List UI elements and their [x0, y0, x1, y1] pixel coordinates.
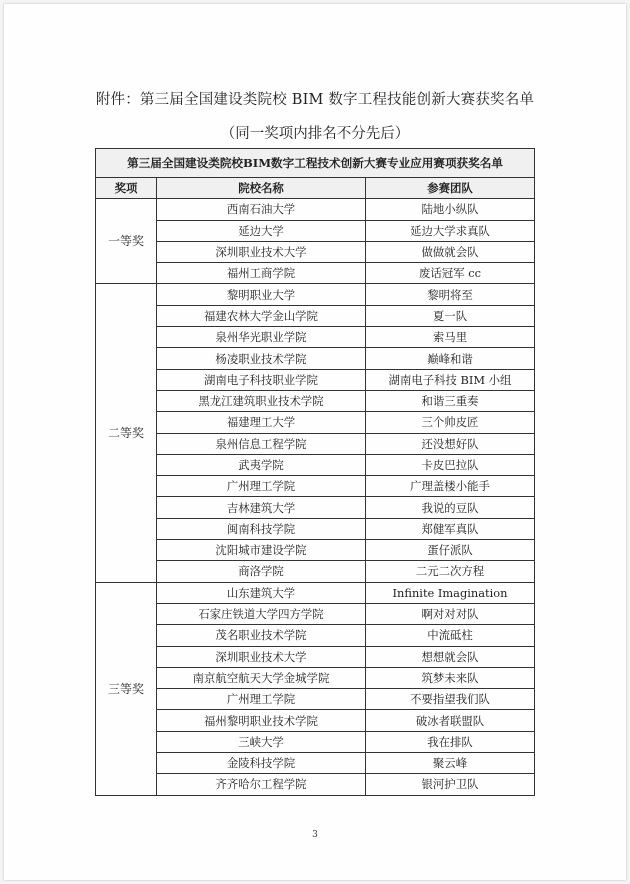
table-row: [96, 753, 535, 774]
table-row: [96, 305, 535, 326]
school-cell: 延边大学: [157, 220, 366, 241]
team-cell: 中流砥柱: [366, 625, 535, 646]
team-cell: 延边大学求真队: [366, 220, 535, 241]
awards-table-body: [96, 199, 535, 795]
table-row: [96, 646, 535, 667]
team-cell: 湖南电子科技 BIM 小组: [366, 369, 535, 390]
table-row: [96, 327, 535, 348]
table-row: [96, 582, 535, 603]
page-subtitle: （同一奖项内排名不分先后）: [220, 126, 410, 142]
school-cell: 杨凌职业技术学院: [157, 348, 366, 369]
school-cell: 黑龙江建筑职业技术学院: [157, 390, 366, 411]
school-cell: 南京航空航天大学金城学院: [157, 667, 366, 688]
table-row: [96, 667, 535, 688]
table-row: [96, 603, 535, 624]
school-cell: 茂名职业技术学院: [157, 625, 366, 646]
school-cell: 沈阳城市建设学院: [157, 540, 366, 561]
school-cell: 福州工商学院: [157, 263, 366, 284]
school-cell: 泉州华光职业学院: [157, 327, 366, 348]
school-cell: 金陵科技学院: [157, 753, 366, 774]
table-row: [96, 241, 535, 262]
team-cell: 索马里: [366, 327, 535, 348]
table-row: [96, 518, 535, 539]
team-cell: 二元二次方程: [366, 561, 535, 582]
table-row: [96, 774, 535, 795]
school-cell: 湖南电子科技职业学院: [157, 369, 366, 390]
table-row: [96, 433, 535, 454]
school-cell: 闽南科技学院: [157, 518, 366, 539]
table-row: [96, 497, 535, 518]
team-cell: 做做就会队: [366, 241, 535, 262]
team-cell: 想想就会队: [366, 646, 535, 667]
school-cell: 福州黎明职业技术学院: [157, 710, 366, 731]
team-cell: 三个帅皮匠: [366, 412, 535, 433]
team-cell: 陆地小纵队: [366, 199, 535, 220]
team-cell: 巅峰和谐: [366, 348, 535, 369]
table-row: [96, 454, 535, 475]
table-row: [96, 561, 535, 582]
school-cell: 山东建筑大学: [157, 582, 366, 603]
award-level-cell: 三等奖: [96, 582, 157, 795]
table-header-row: [96, 178, 535, 199]
school-cell: 石家庄铁道大学四方学院: [157, 603, 366, 624]
team-cell: 蛋仔派队: [366, 540, 535, 561]
school-cell: 武夷学院: [157, 454, 366, 475]
table-row: [96, 625, 535, 646]
page-title: 附件：第三届全国建设类院校 BIM 数字工程技能创新大赛获奖名单: [95, 92, 535, 108]
header-award: 奖项: [96, 178, 157, 199]
team-cell: 啊对对对队: [366, 603, 535, 624]
team-cell: 我在排队: [366, 731, 535, 752]
team-cell: 废话冠军 cc: [366, 263, 535, 284]
school-cell: 深圳职业技术大学: [157, 646, 366, 667]
school-cell: 福建理工大学: [157, 412, 366, 433]
team-cell: Infinite Imagination: [366, 582, 535, 603]
awards-table: [95, 148, 535, 796]
school-cell: 福建农林大学金山学院: [157, 305, 366, 326]
team-cell: 不要指望我们队: [366, 689, 535, 710]
school-cell: 泉州信息工程学院: [157, 433, 366, 454]
school-cell: 深圳职业技术大学: [157, 241, 366, 262]
table-caption-row: [96, 149, 535, 178]
table-row: [96, 369, 535, 390]
award-level-cell: 二等奖: [96, 284, 157, 582]
school-cell: 三峡大学: [157, 731, 366, 752]
table-row: [96, 220, 535, 241]
school-cell: 黎明职业大学: [157, 284, 366, 305]
team-cell: 我说的豆队: [366, 497, 535, 518]
school-cell: 吉林建筑大学: [157, 497, 366, 518]
table-row: [96, 476, 535, 497]
page-number: 3: [312, 830, 318, 840]
team-cell: 夏一队: [366, 305, 535, 326]
team-cell: 郑健军真队: [366, 518, 535, 539]
table-row: [96, 348, 535, 369]
table-row: [96, 390, 535, 411]
team-cell: 卡皮巴拉队: [366, 454, 535, 475]
award-level-cell: 一等奖: [96, 199, 157, 284]
header-team: 参赛团队: [366, 178, 535, 199]
team-cell: 银河护卫队: [366, 774, 535, 795]
school-cell: 西南石油大学: [157, 199, 366, 220]
team-cell: 和谐三重奏: [366, 390, 535, 411]
school-cell: 商洛学院: [157, 561, 366, 582]
team-cell: 黎明将至: [366, 284, 535, 305]
team-cell: 破冰者联盟队: [366, 710, 535, 731]
team-cell: 广理盖楼小能手: [366, 476, 535, 497]
header-school: 院校名称: [157, 178, 366, 199]
table-row: [96, 412, 535, 433]
team-cell: 筑梦未来队: [366, 667, 535, 688]
table-row: [96, 263, 535, 284]
school-cell: 广州理工学院: [157, 689, 366, 710]
team-cell: 聚云峰: [366, 753, 535, 774]
table-caption: 第三届全国建设类院校BIM数字工程技术创新大赛专业应用赛项获奖名单: [96, 149, 535, 178]
table-row: [96, 731, 535, 752]
table-row: [96, 284, 535, 305]
school-cell: 齐齐哈尔工程学院: [157, 774, 366, 795]
table-row: [96, 689, 535, 710]
table-row: [96, 199, 535, 220]
school-cell: 广州理工学院: [157, 476, 366, 497]
team-cell: 还没想好队: [366, 433, 535, 454]
table-row: [96, 540, 535, 561]
table-row: [96, 710, 535, 731]
